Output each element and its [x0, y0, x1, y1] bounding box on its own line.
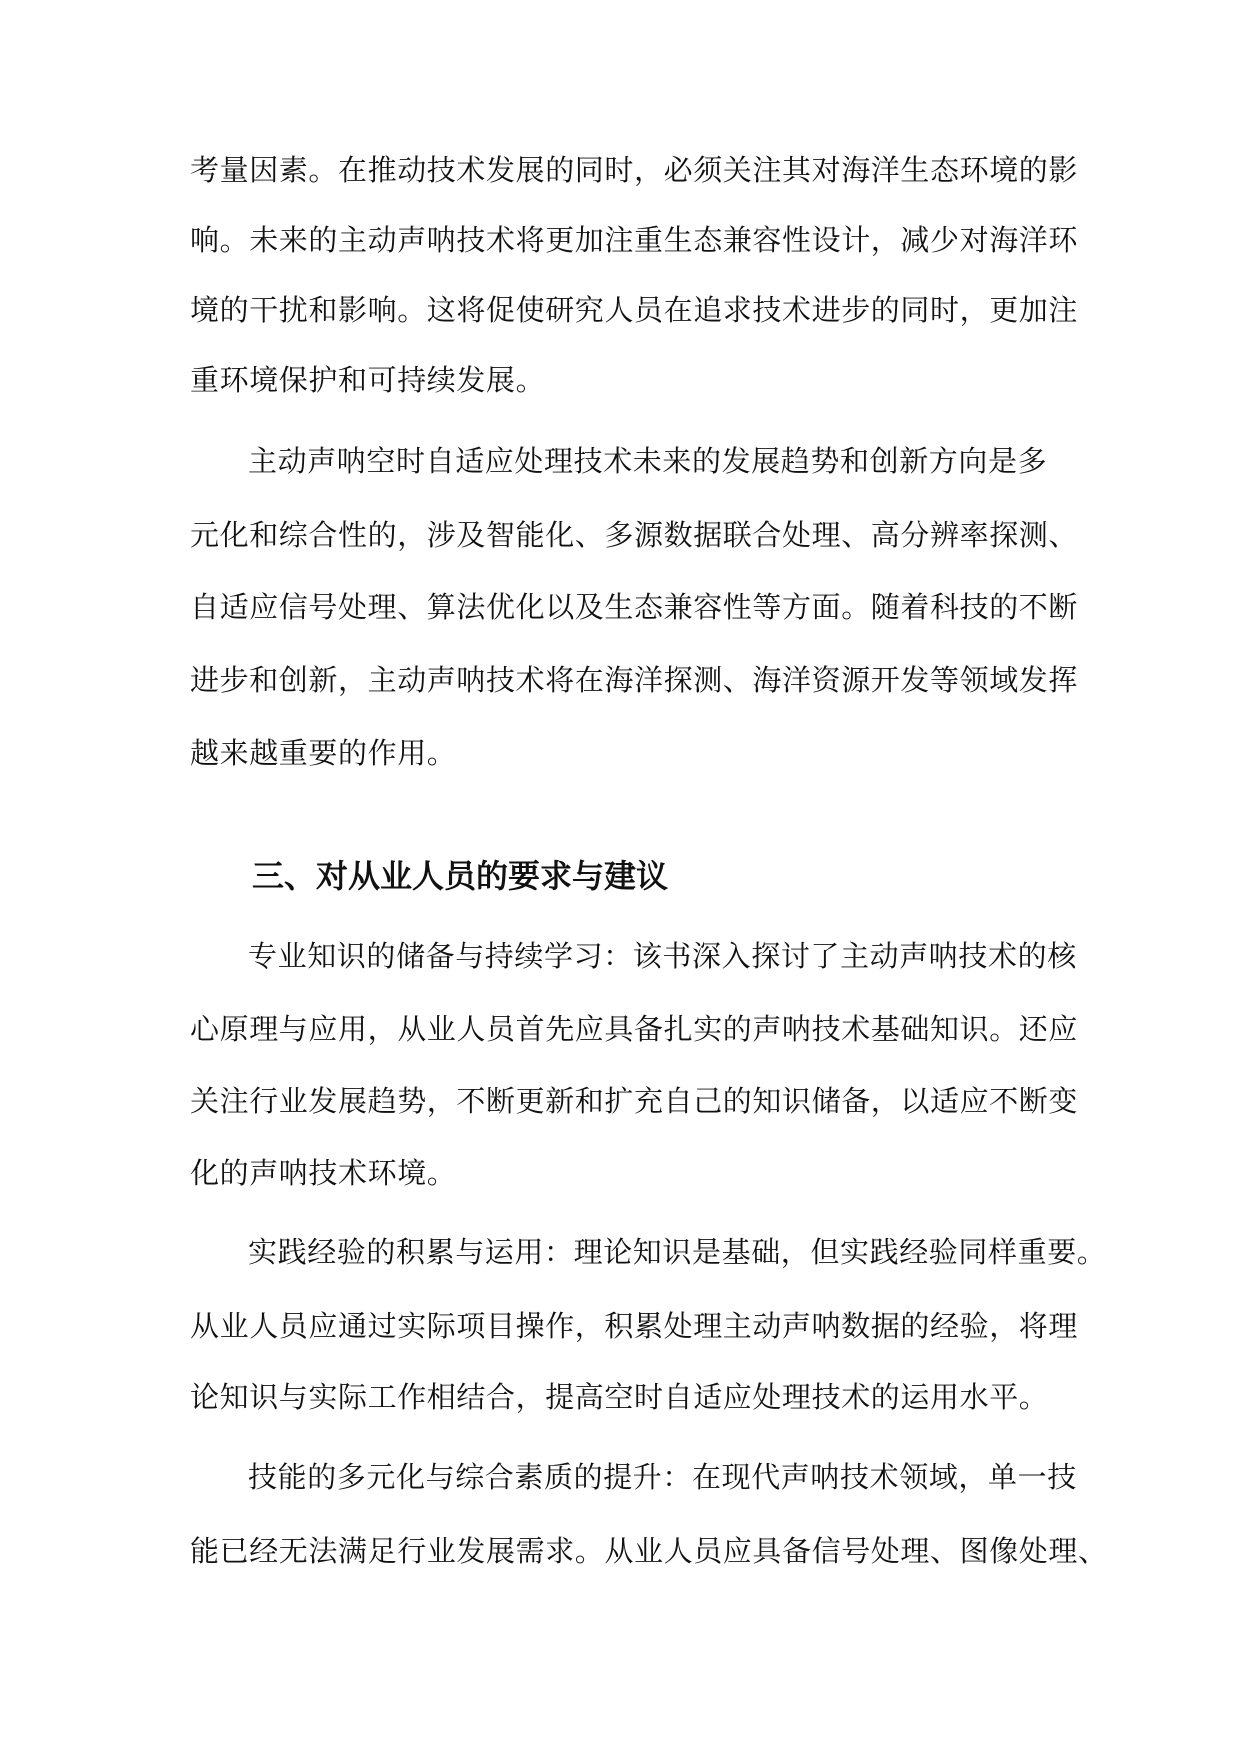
- section-paragraph-1-line-3: 关注行业发展趋势，不断更新和扩充自己的知识储备，以适应不断变: [190, 1084, 1079, 1118]
- section-paragraph-2-line-1: 实践经验的积累与运用：理论知识是基础，但实践经验同样重要。: [248, 1235, 1107, 1269]
- section-paragraph-2-line-2: 从业人员应通过实际项目操作，积累处理主动声呐数据的经验，将理: [190, 1309, 1079, 1343]
- paragraph-2-line-5: 越来越重要的作用。: [190, 736, 457, 770]
- section-paragraph-1-line-1: 专业知识的储备与持续学习：该书深入探讨了主动声呐技术的核: [248, 939, 1077, 973]
- section-paragraph-3-line-2: 能已经无法满足行业发展需求。从业人员应具备信号处理、图像处理、: [190, 1534, 1108, 1568]
- section-paragraph-2-line-3: 论知识与实际工作相结合，提高空时自适应处理技术的运用水平。: [190, 1380, 1049, 1414]
- paragraph-1-line-2: 响。未来的主动声呐技术将更加注重生态兼容性设计，减少对海洋环: [190, 223, 1079, 257]
- section-paragraph-1-line-4: 化的声呐技术环境。: [190, 1156, 457, 1190]
- paragraph-2-line-4: 进步和创新，主动声呐技术将在海洋探测、海洋资源开发等领域发挥: [190, 663, 1079, 697]
- paragraph-1-line-3: 境的干扰和影响。这将促使研究人员在追求技术进步的同时，更加注: [190, 293, 1079, 327]
- paragraph-1-line-4: 重环境保护和可持续发展。: [190, 363, 546, 397]
- section-paragraph-1-line-2: 心原理与应用，从业人员首先应具备扎实的声呐技术基础知识。还应: [190, 1012, 1079, 1046]
- section-heading: 三、对从业人员的要求与建议: [252, 857, 669, 895]
- paragraph-2-line-2: 元化和综合性的，涉及智能化、多源数据联合处理、高分辨率探测、: [190, 518, 1079, 552]
- paragraph-2-line-3: 自适应信号处理、算法优化以及生态兼容性等方面。随着科技的不断: [190, 590, 1079, 624]
- section-paragraph-3-line-1: 技能的多元化与综合素质的提升：在现代声呐技术领域，单一技: [248, 1460, 1077, 1494]
- paragraph-2-line-1: 主动声呐空时自适应处理技术未来的发展趋势和创新方向是多: [248, 444, 1048, 478]
- paragraph-1-line-1: 考量因素。在推动技术发展的同时，必须关注其对海洋生态环境的影: [190, 153, 1079, 187]
